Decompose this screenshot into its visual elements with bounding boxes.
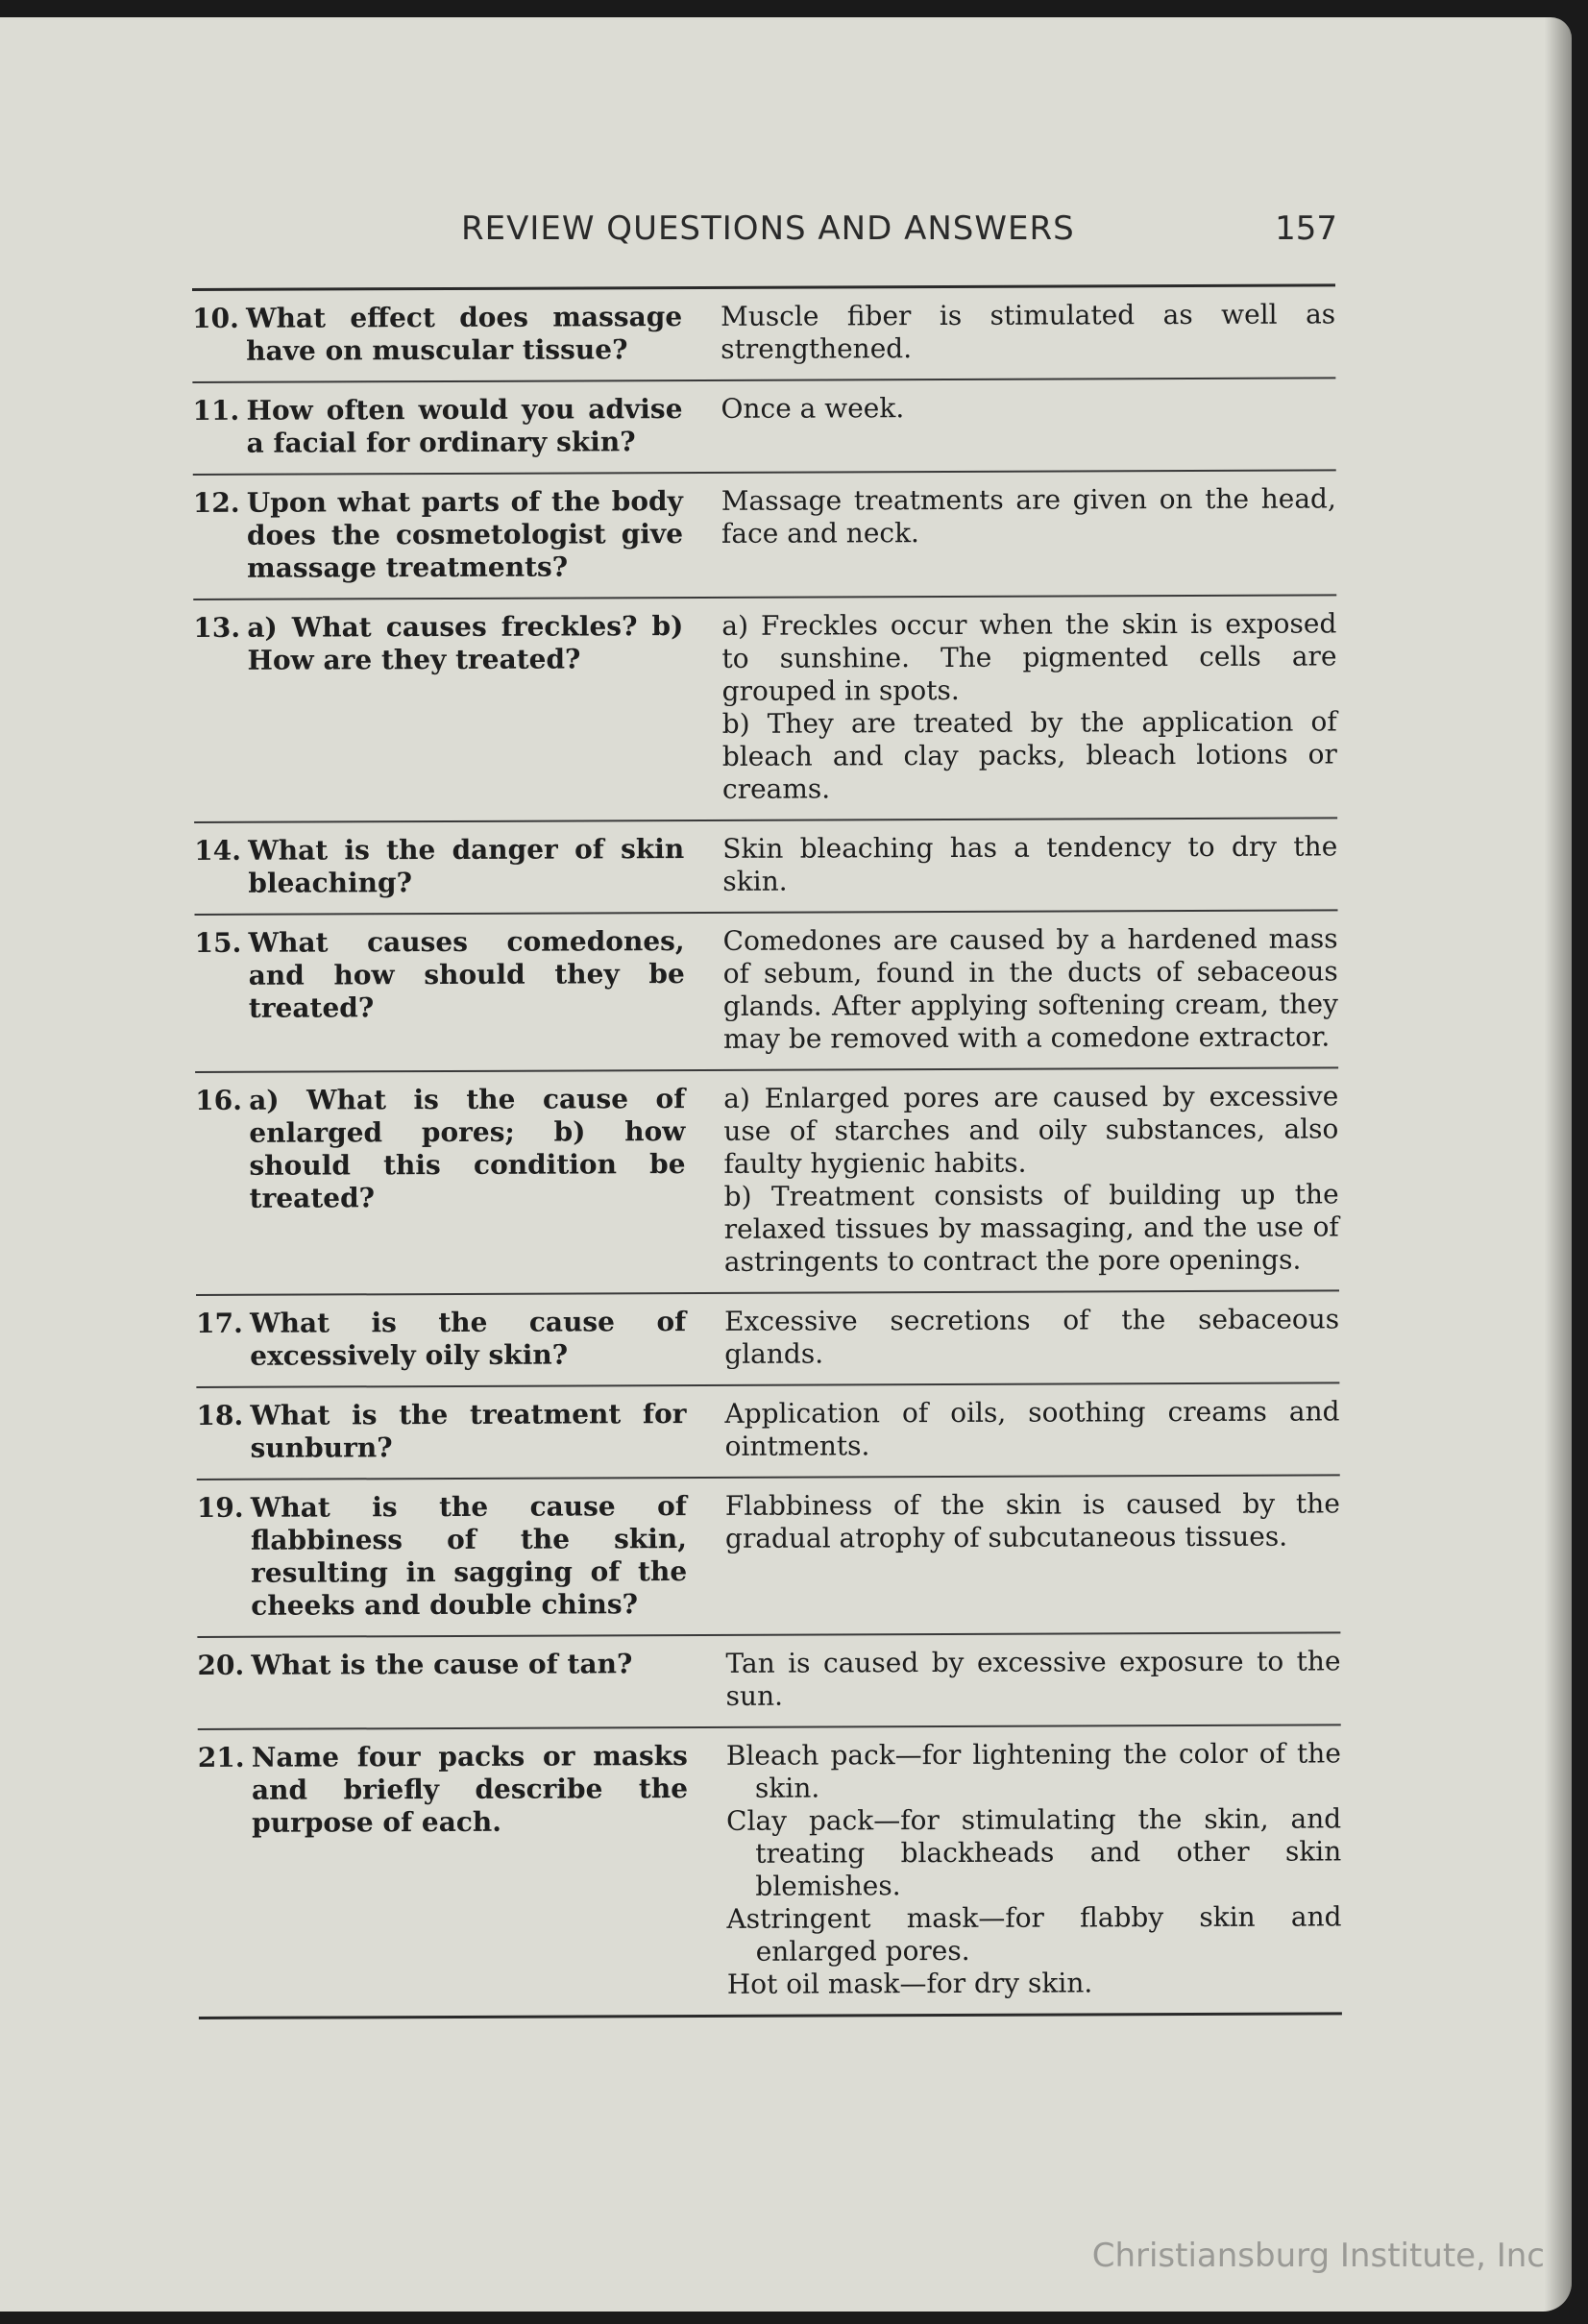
question xyxy=(196,1398,696,1465)
running-title: REVIEW QUESTIONS AND ANSWERS xyxy=(461,209,1075,248)
question-text: What is the treatment for sunburn? xyxy=(250,1398,687,1464)
answer-line: Application of oils, soothing creams and ointments. xyxy=(724,1395,1340,1462)
qa-row xyxy=(196,1289,1339,1386)
qa-row xyxy=(195,1066,1339,1294)
question xyxy=(192,301,692,368)
qa-row xyxy=(198,1724,1342,2017)
question-text: What causes comedones, and how should they be treated? xyxy=(248,925,685,1024)
question-number: 15. xyxy=(194,926,242,959)
question xyxy=(197,1648,696,1715)
answer-line: Hot oil mask—for dry skin. xyxy=(726,1967,1093,2000)
question-text: What is the cause of tan? xyxy=(251,1648,633,1681)
answer-line: Muscle fiber is stimulated as well as strengthened. xyxy=(721,298,1336,365)
qa-row xyxy=(197,1474,1341,1636)
question-text: What is the cause of excessively oily skin? xyxy=(250,1306,687,1372)
question xyxy=(197,1490,697,1623)
question-number: 10. xyxy=(192,302,239,334)
question-text: What is the cause of flabbiness of the skin, resulting in sagging of the cheeks and double chins? xyxy=(250,1490,688,1622)
question xyxy=(194,833,694,900)
answer-line: Bleach pack—for lightening the color of the skin. xyxy=(725,1737,1341,1804)
answer xyxy=(697,1737,1342,2001)
answer xyxy=(696,1487,1341,1621)
answer-line: a) Enlarged pores are caused by excessive use of starches and oily substances, also faulty hygienic habits. xyxy=(723,1080,1339,1180)
question-text: a) What causes freckles? b) How are they treated? xyxy=(247,610,684,676)
answer xyxy=(696,1303,1339,1371)
question xyxy=(196,1306,696,1373)
qa-row xyxy=(192,286,1335,381)
question-number: 12. xyxy=(192,486,240,519)
question xyxy=(195,925,696,1058)
answer xyxy=(695,1080,1339,1279)
question-text: What effect does massage have on muscular tissue? xyxy=(246,301,683,367)
question-number: 14. xyxy=(194,834,242,867)
question xyxy=(198,1740,698,2003)
watermark: Christiansburg Institute, Inc xyxy=(1091,2237,1545,2275)
qa-row xyxy=(196,1382,1339,1479)
answer-line: Tan is caused by excessive exposure to the sun. xyxy=(725,1645,1341,1712)
answer-line: Excessive secretions of the sebaceous glands. xyxy=(724,1303,1340,1370)
question-number: 21. xyxy=(197,1741,245,1774)
question xyxy=(193,485,693,585)
answer-line: Flabbiness of the skin is caused by the gradual atrophy of subcutaneous tissues. xyxy=(724,1487,1340,1554)
book-page xyxy=(0,17,1572,2312)
qa-row xyxy=(192,377,1335,474)
page-number: 157 xyxy=(1275,209,1337,248)
answer xyxy=(693,607,1337,806)
answer xyxy=(692,298,1335,366)
question xyxy=(195,1083,696,1281)
answer xyxy=(694,830,1337,898)
qa-table xyxy=(192,283,1342,2019)
answer-line: a) Freckles occur when the skin is exposed to sunshine. The pigmented cells are grouped in spots. xyxy=(721,607,1337,707)
answer xyxy=(696,1395,1339,1463)
question-text: Name four packs or masks and briefly describe the purpose of each. xyxy=(251,1740,689,1839)
answer-line: b) They are treated by the application of bleach and clay packs, bleach lotions or creams. xyxy=(721,705,1337,805)
question-text: a) What is the cause of enlarged pores; b) how should this condition be treated? xyxy=(249,1083,686,1214)
answer-line: Clay pack—for stimulating the skin, and treating blackheads and other skin blemishes. xyxy=(726,1802,1342,1902)
question xyxy=(192,393,692,460)
answer-line: Skin bleaching has a tendency to dry the skin. xyxy=(722,830,1338,897)
question-text: How often would you advise a facial for ordinary skin? xyxy=(246,393,683,459)
question-text: What is the danger of skin bleaching? xyxy=(248,833,685,899)
answer-line: Once a week. xyxy=(721,392,905,425)
question-number: 16. xyxy=(195,1084,243,1116)
question-number: 13. xyxy=(193,611,241,644)
question-number: 11. xyxy=(192,394,240,427)
answer-line: b) Treatment consists of building up the relaxed tissues by massaging, and the use of astringents to contract the pore openings. xyxy=(723,1178,1339,1278)
answer xyxy=(696,1645,1340,1713)
qa-row xyxy=(193,469,1336,599)
answer xyxy=(693,482,1336,583)
qa-row xyxy=(197,1631,1340,1728)
page-header xyxy=(0,188,1337,265)
question-number: 20. xyxy=(197,1649,245,1681)
qa-row xyxy=(194,909,1338,1071)
question xyxy=(193,610,694,808)
question-number: 19. xyxy=(196,1491,244,1524)
qa-row xyxy=(194,817,1337,914)
question-number: 18. xyxy=(196,1399,244,1431)
answer-line: Comedones are caused by a hardened mass of sebum, found in the ducts of sebaceous glands. After applying softening cream, they may be removed with a comedone extractor. xyxy=(722,922,1338,1055)
qa-row xyxy=(193,594,1337,821)
answer-line: Massage treatments are given on the head, face and neck. xyxy=(721,482,1336,550)
question-text: Upon what parts of the body does the cosmetologist give massage treatments? xyxy=(246,485,684,584)
question-number: 17. xyxy=(196,1307,243,1339)
answer xyxy=(692,390,1335,458)
answer xyxy=(695,922,1339,1056)
answer-line: Astringent mask—for flabby skin and enlarged pores. xyxy=(726,1900,1342,1968)
